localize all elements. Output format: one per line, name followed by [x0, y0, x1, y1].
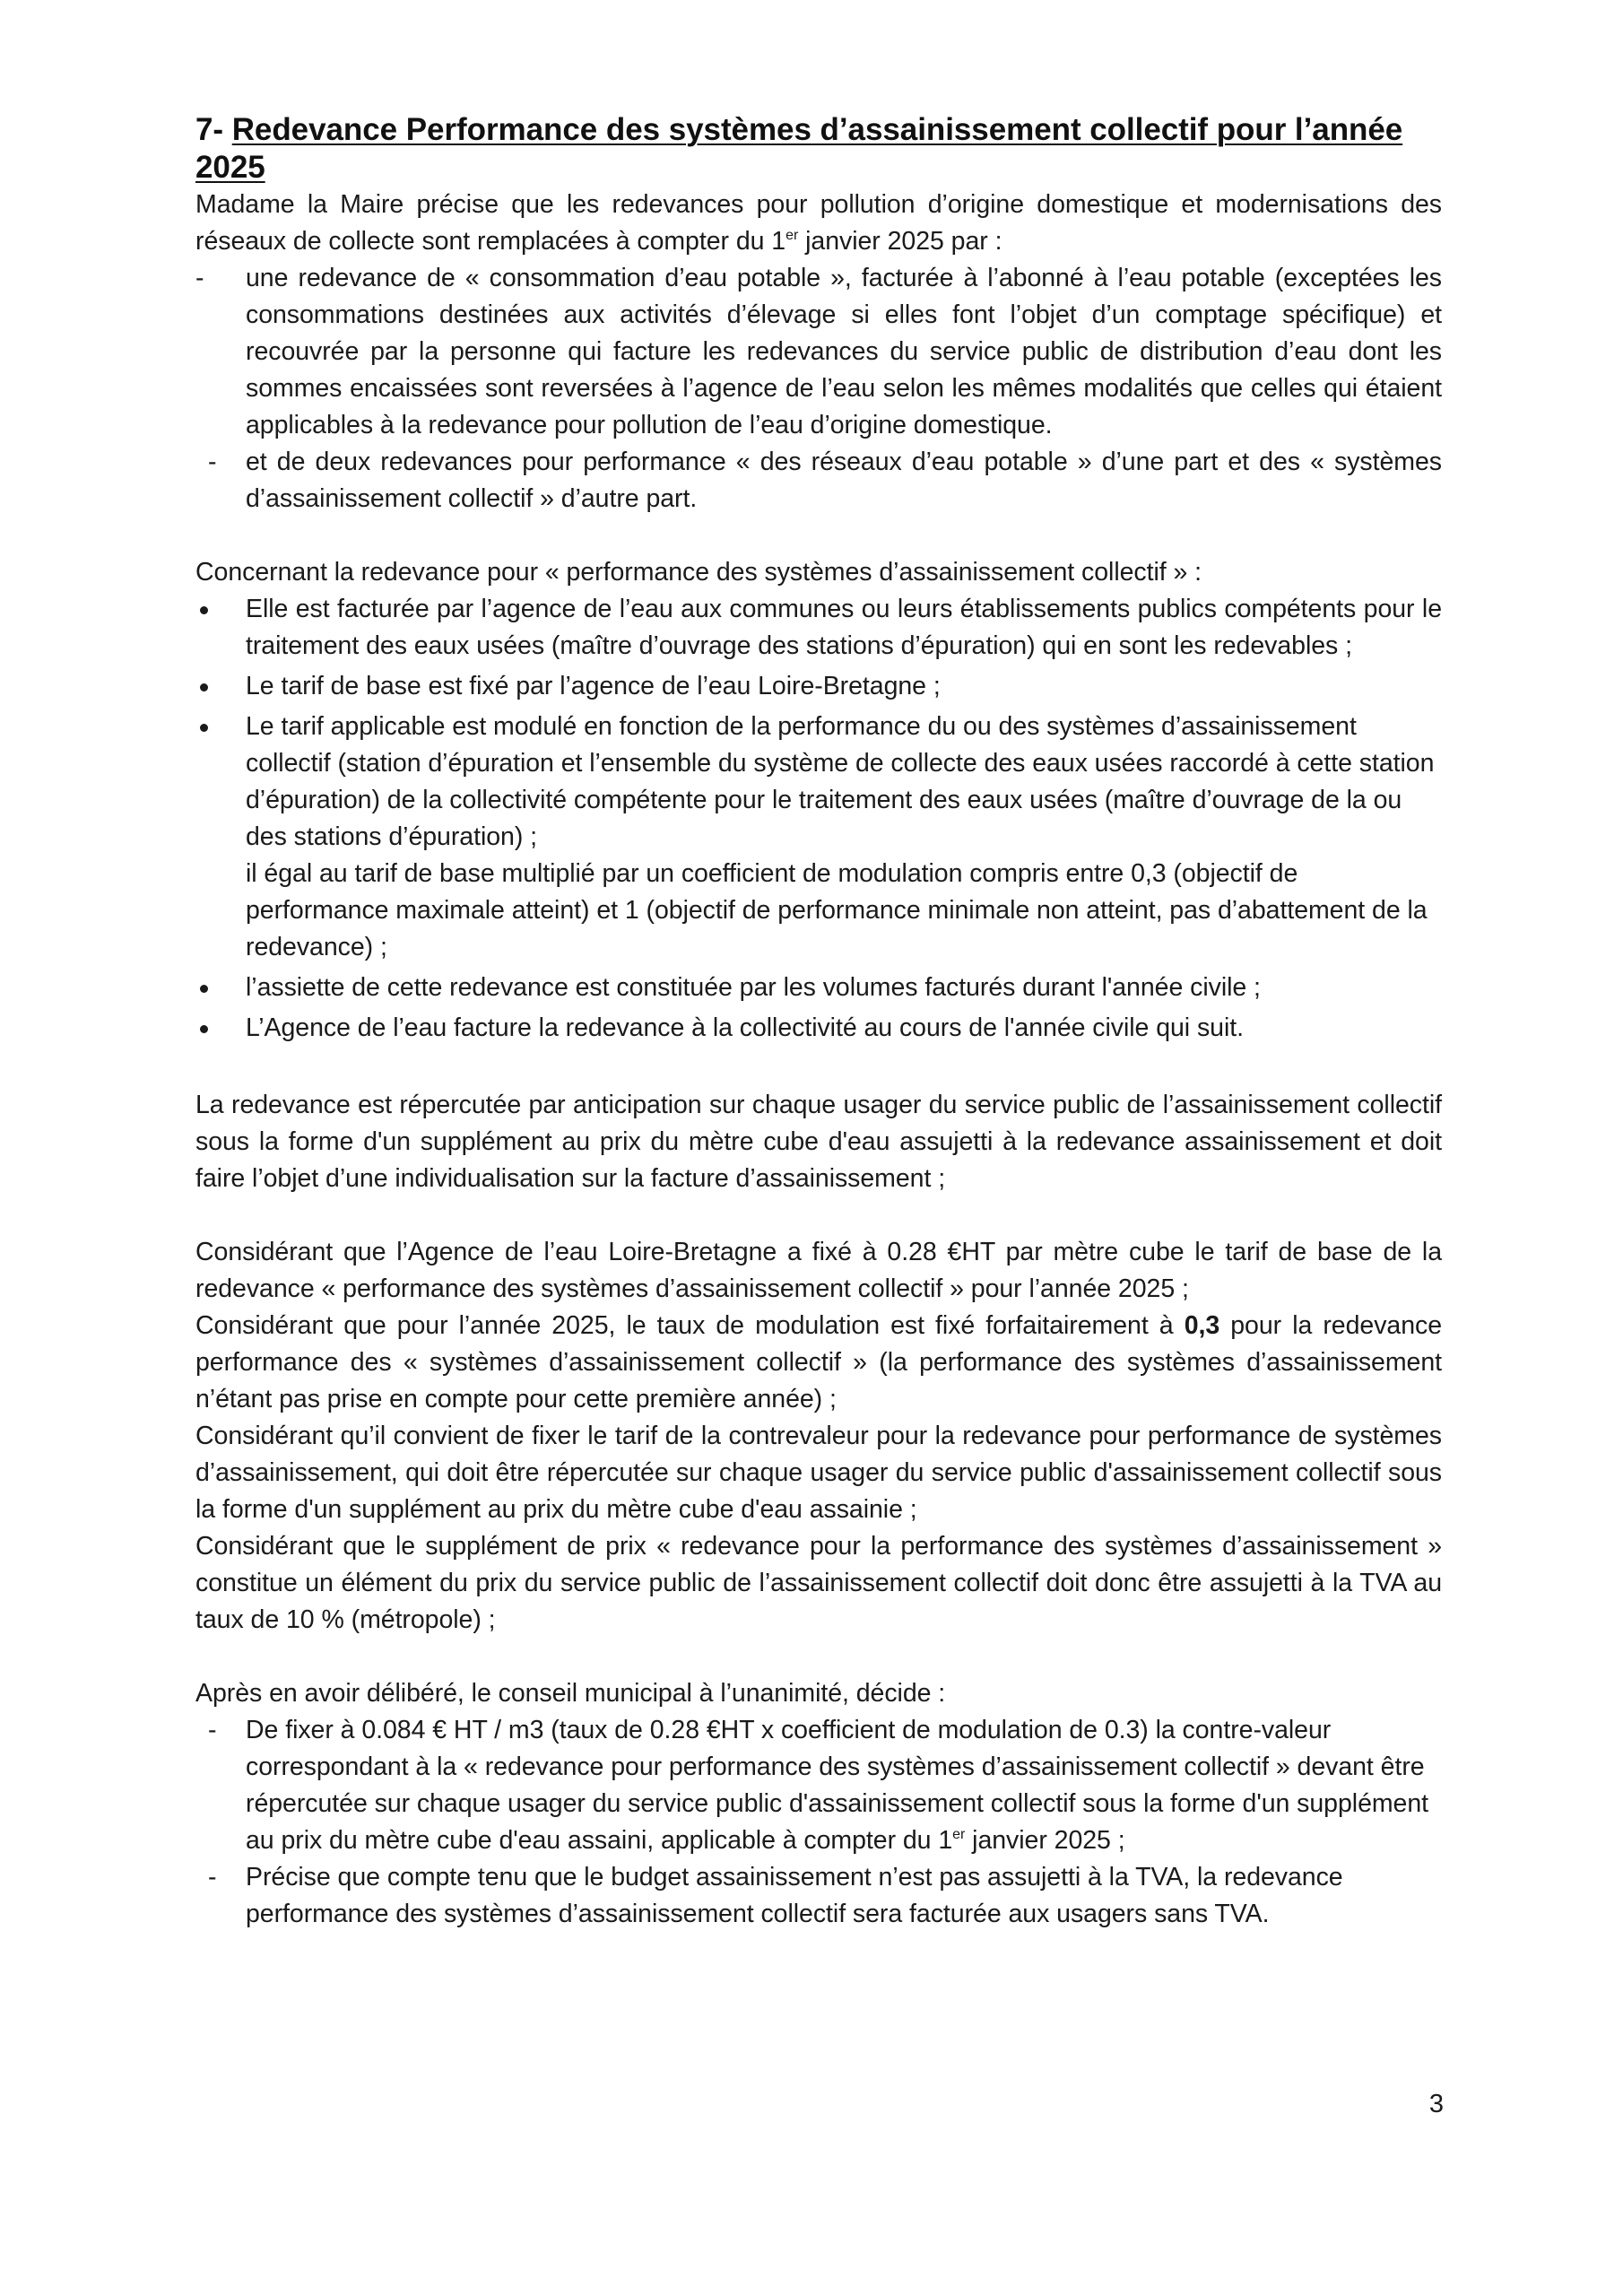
bullet-list — [195, 591, 1442, 1047]
concernant-paragraph: Concernant la redevance pour « performance des systèmes d’assainissement collectif » : — [195, 558, 1202, 587]
list-item — [195, 1010, 1442, 1047]
list-item-text: L’Agence de l’eau facture la redevance à la collectivité au cours de l'année civile qui suit. — [246, 1013, 1244, 1042]
list-item-text: une redevance de « consommation d’eau potable », facturée à l’abonné à l’eau potable (exceptées les consommations destinées aux activités d’élevage si elles font l’objet d’un comptage spécifique) et recouvrée par la personne qui facture les redevances du service public de distribution d’eau dont les sommes encaissées sont reversées à l’agence de l’eau selon les mêmes modalités que celles qui étaient applicables à la redevance pour pollution de l’eau d’origine domestique. — [246, 264, 1442, 439]
decision-1-superscript: er — [952, 1827, 966, 1842]
page-number: 3 — [1428, 2090, 1444, 2118]
list-item-text: Le tarif applicable est modulé en fonction de la performance du ou des systèmes d’assainissement collectif (station d’épuration et l’ensemble du système de collecte des eaux usées raccordé à cette station d’épuration) de la collectivité compétente pour le traitement des eaux usées (maître d’ouvrage de la ou des stations d’épuration) ; — [246, 712, 1435, 851]
list-item — [195, 591, 1442, 665]
considerant-1: Considérant que l’Agence de l’eau Loire-Bretagne a fixé à 0.28 €HT par mètre cube le tarif de base de la redevance « performance des systèmes d’assainissement collectif » pour l’année 2025 ; — [195, 1238, 1442, 1303]
dash-marker: - — [208, 448, 217, 476]
decision-intro: Après en avoir délibéré, le conseil municipal à l’unanimité, décide : — [195, 1679, 946, 1708]
replacement-list — [195, 260, 1442, 444]
list-item — [208, 444, 1442, 517]
intro-paragraph — [195, 187, 1442, 260]
list-item-text: et de deux redevances pour performance « des réseaux d’eau potable » d’une part et des « systèmes d’assainissement collectif » d’autre part. — [246, 448, 1442, 513]
bullet-icon — [200, 683, 208, 691]
decision-1-text: De fixer à 0.084 € HT / m3 (taux de 0.28 €HT x coefficient de modulation de 0.3) la contre-valeur correspondant à la « redevance pour performance des systèmes d’assainissement collectif » devant être répercutée sur chaque usager du service public d'assainissement collectif sous la forme d'un supplément au prix du mètre cube d'eau assaini, applicable à compter du 1 — [246, 1716, 1429, 1855]
list-item-text: Elle est facturée par l’agence de l’eau aux communes ou leurs établissements publics compétents pour le traitement des eaux usées (maître d’ouvrage des stations d’épuration) qui en sont les redevables ; — [246, 595, 1442, 660]
considerant-3: Considérant qu’il convient de fixer le tarif de la contrevaleur pour la redevance pour performance de systèmes d’assainissement, qui doit être répercutée sur chaque usager du service public d'assainissement collectif sous la forme d'un supplément au prix du mètre cube d'eau assainie ; — [195, 1422, 1442, 1524]
dash-marker: - — [195, 264, 204, 292]
decision-2-text: Précise que compte tenu que le budget assainissement n’est pas assujetti à la TVA, la redevance performance des systèmes d’assainissement collectif sera facturée aux usagers sans TVA. — [246, 1863, 1343, 1928]
list-item-text: l’assiette de cette redevance est constituée par les volumes facturés durant l'année civile ; — [246, 973, 1261, 1002]
section-title — [195, 111, 1442, 187]
intro-text: Madame la Maire précise que les redevances pour pollution d’origine domestique et modernisations des réseaux de collecte sont remplacées à compter du 1 — [195, 190, 1442, 256]
considerant-2 — [195, 1308, 1442, 1418]
dash-marker: - — [208, 1863, 217, 1892]
intro-text-end: janvier 2025 par : — [798, 227, 1002, 256]
list-item — [195, 970, 1442, 1006]
decision-list — [195, 1712, 1442, 1933]
list-item — [208, 1859, 1442, 1933]
section-number: 7- — [195, 112, 232, 147]
replacement-list-2 — [195, 444, 1442, 517]
list-item-continuation: il égal au tarif de base multiplié par un coefficient de modulation compris entre 0,3 (objectif de performance maximale atteint) et 1 (objectif de performance minimale non atteint, pas d’abattement de la redevance) ; — [246, 859, 1428, 961]
considerant-4: Considérant que le supplément de prix « redevance pour la performance des systèmes d’assainissement » constitue un élément du prix du service public de l’assainissement collectif doit donc être assujetti à la TVA au taux de 10 % (métropole) ; — [195, 1532, 1442, 1634]
list-item — [195, 260, 1442, 444]
bullet-icon — [200, 724, 208, 732]
bullet-icon — [200, 606, 208, 614]
list-item — [208, 1712, 1442, 1859]
list-item — [195, 709, 1442, 966]
decision-1-text-end: janvier 2025 ; — [965, 1826, 1125, 1855]
repercussion-paragraph: La redevance est répercutée par anticipation sur chaque usager du service public de l’assainissement collectif sous la forme d'un supplément au prix du mètre cube d'eau assujetti à la redevance assainissement et doit faire l’objet d’une individualisation sur la facture d’assainissement ; — [195, 1091, 1442, 1193]
bullet-icon — [200, 1025, 208, 1033]
modulation-rate: 0,3 — [1184, 1311, 1220, 1340]
considerant-2-text: Considérant que pour l’année 2025, le taux de modulation est fixé forfaitairement à — [195, 1311, 1185, 1340]
bullet-icon — [200, 985, 208, 993]
list-item — [195, 668, 1442, 705]
section-title-text: Redevance Performance des systèmes d’assainissement collectif pour l’année 2025 — [195, 112, 1403, 185]
intro-superscript: er — [785, 228, 799, 243]
document-body — [195, 111, 1442, 1933]
dash-marker: - — [208, 1716, 217, 1744]
list-item-text: Le tarif de base est fixé par l’agence de l’eau Loire-Bretagne ; — [246, 672, 941, 700]
considerant-2-text-end: pour la redevance performance des « systèmes d’assainissement collectif » (la performance des systèmes d’assainissement n’étant pas prise en compte pour cette première année) ; — [195, 1311, 1443, 1413]
